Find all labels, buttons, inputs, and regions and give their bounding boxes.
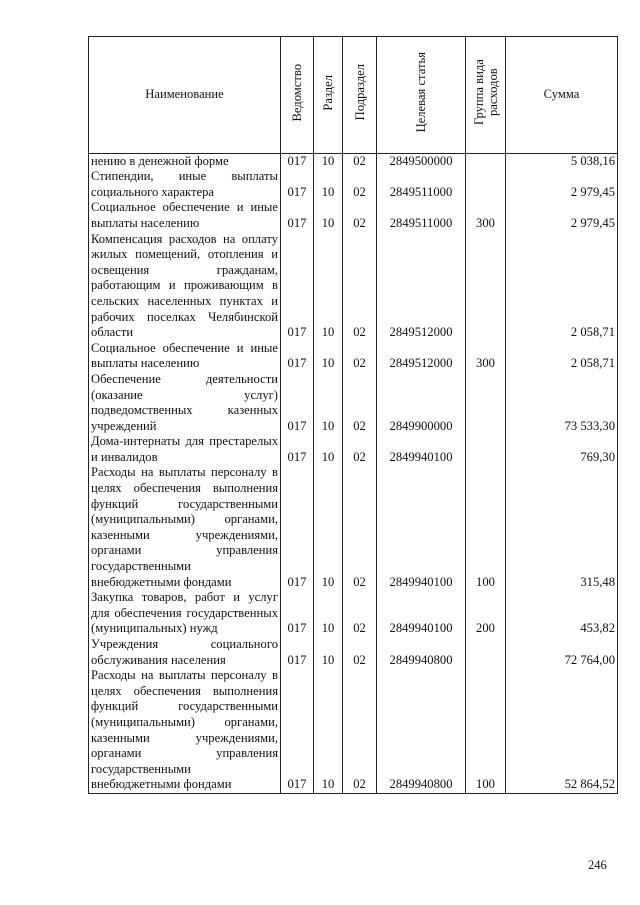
cell-target: 2849940800 — [377, 668, 466, 793]
cell-dept: 017 — [281, 465, 314, 590]
cell-exp-group: 200 — [466, 590, 506, 637]
cell-dept: 017 — [281, 169, 314, 200]
header-name: Наименование — [89, 37, 281, 154]
cell-sum: 52 864,52 — [506, 668, 618, 793]
cell-name: Закупка товаров, работ и услуг для обеспечения государственных (муниципальных) нужд — [89, 590, 281, 637]
cell-section: 10 — [314, 153, 343, 169]
cell-name: Дома-интернаты для престарелых и инвалидов — [89, 434, 281, 465]
cell-dept: 017 — [281, 590, 314, 637]
cell-subsection: 02 — [343, 232, 377, 341]
cell-section: 10 — [314, 200, 343, 231]
cell-dept: 017 — [281, 637, 314, 668]
cell-name: Обеспечение деятельности (оказание услуг) подведомственных казенных учреждений — [89, 372, 281, 434]
cell-section: 10 — [314, 590, 343, 637]
cell-subsection: 02 — [343, 465, 377, 590]
cell-dept: 017 — [281, 232, 314, 341]
cell-dept: 017 — [281, 668, 314, 793]
cell-target: 2849511000 — [377, 169, 466, 200]
table-row — [89, 169, 618, 200]
cell-section: 10 — [314, 169, 343, 200]
cell-subsection: 02 — [343, 372, 377, 434]
cell-target: 2849940100 — [377, 590, 466, 637]
header-subsection: Подраздел — [343, 37, 377, 154]
cell-target: 2849940100 — [377, 434, 466, 465]
cell-section: 10 — [314, 372, 343, 434]
cell-name: Социальное обеспечение и иные выплаты населению — [89, 200, 281, 231]
table-row — [89, 341, 618, 372]
cell-exp-group — [466, 169, 506, 200]
cell-name: Социальное обеспечение и иные выплаты населению — [89, 341, 281, 372]
cell-sum: 769,30 — [506, 434, 618, 465]
table-row — [89, 200, 618, 231]
cell-section: 10 — [314, 341, 343, 372]
cell-subsection: 02 — [343, 153, 377, 169]
cell-sum: 2 979,45 — [506, 169, 618, 200]
cell-exp-group: 100 — [466, 668, 506, 793]
cell-sum: 5 038,16 — [506, 153, 618, 169]
cell-subsection: 02 — [343, 200, 377, 231]
cell-exp-group — [466, 637, 506, 668]
cell-sum: 2 058,71 — [506, 341, 618, 372]
cell-sum: 315,48 — [506, 465, 618, 590]
cell-target: 2849500000 — [377, 153, 466, 169]
header-dept: Ведомство — [281, 37, 314, 154]
table-row — [89, 372, 618, 434]
cell-sum: 72 764,00 — [506, 637, 618, 668]
cell-exp-group — [466, 434, 506, 465]
cell-exp-group: 300 — [466, 341, 506, 372]
cell-name: Стипендии, иные выплаты социального характера — [89, 169, 281, 200]
cell-name: Учреждения социального обслуживания населения — [89, 637, 281, 668]
cell-exp-group — [466, 232, 506, 341]
budget-table — [88, 36, 618, 794]
header-sum: Сумма — [506, 37, 618, 154]
table-row — [89, 668, 618, 793]
cell-target: 2849512000 — [377, 232, 466, 341]
cell-exp-group: 100 — [466, 465, 506, 590]
cell-dept: 017 — [281, 434, 314, 465]
cell-subsection: 02 — [343, 637, 377, 668]
cell-dept: 017 — [281, 372, 314, 434]
cell-target: 2849511000 — [377, 200, 466, 231]
cell-subsection: 02 — [343, 590, 377, 637]
table-row — [89, 153, 618, 169]
cell-section: 10 — [314, 668, 343, 793]
table-row — [89, 637, 618, 668]
cell-dept: 017 — [281, 341, 314, 372]
cell-name: нению в денежной форме — [89, 153, 281, 169]
cell-dept: 017 — [281, 153, 314, 169]
cell-subsection: 02 — [343, 668, 377, 793]
cell-section: 10 — [314, 465, 343, 590]
cell-section: 10 — [314, 232, 343, 341]
table-row — [89, 590, 618, 637]
cell-subsection: 02 — [343, 169, 377, 200]
cell-sum: 453,82 — [506, 590, 618, 637]
table-row — [89, 434, 618, 465]
page-number: 246 — [588, 858, 607, 872]
table-header-row — [89, 37, 618, 154]
cell-target: 2849900000 — [377, 372, 466, 434]
cell-subsection: 02 — [343, 434, 377, 465]
header-exp-group: Группа вида расходов — [466, 37, 506, 154]
header-target: Целевая статья — [377, 37, 466, 154]
cell-target: 2849512000 — [377, 341, 466, 372]
cell-name: Компенсация расходов на оплату жилых помещений, отопления и освещения гражданам, работающим и проживающим в сельских населенных пунктах и рабочих поселках Челябинской области — [89, 232, 281, 341]
cell-sum: 2 979,45 — [506, 200, 618, 231]
cell-dept: 017 — [281, 200, 314, 231]
header-section: Раздел — [314, 37, 343, 154]
table-row — [89, 232, 618, 341]
cell-exp-group: 300 — [466, 200, 506, 231]
cell-subsection: 02 — [343, 341, 377, 372]
cell-name: Расходы на выплаты персоналу в целях обеспечения выполнения функций государственными (муниципальными) органами, казенными учреждениями, органами управления государственными внебюджетными фондами — [89, 465, 281, 590]
cell-sum: 73 533,30 — [506, 372, 618, 434]
table-row — [89, 465, 618, 590]
cell-section: 10 — [314, 434, 343, 465]
cell-exp-group — [466, 153, 506, 169]
cell-target: 2849940100 — [377, 465, 466, 590]
cell-target: 2849940800 — [377, 637, 466, 668]
cell-name: Расходы на выплаты персоналу в целях обеспечения выполнения функций государственными (муниципальными) органами, казенными учреждениями, органами управления государственными внебюджетными фондами — [89, 668, 281, 793]
cell-exp-group — [466, 372, 506, 434]
cell-section: 10 — [314, 637, 343, 668]
cell-sum: 2 058,71 — [506, 232, 618, 341]
